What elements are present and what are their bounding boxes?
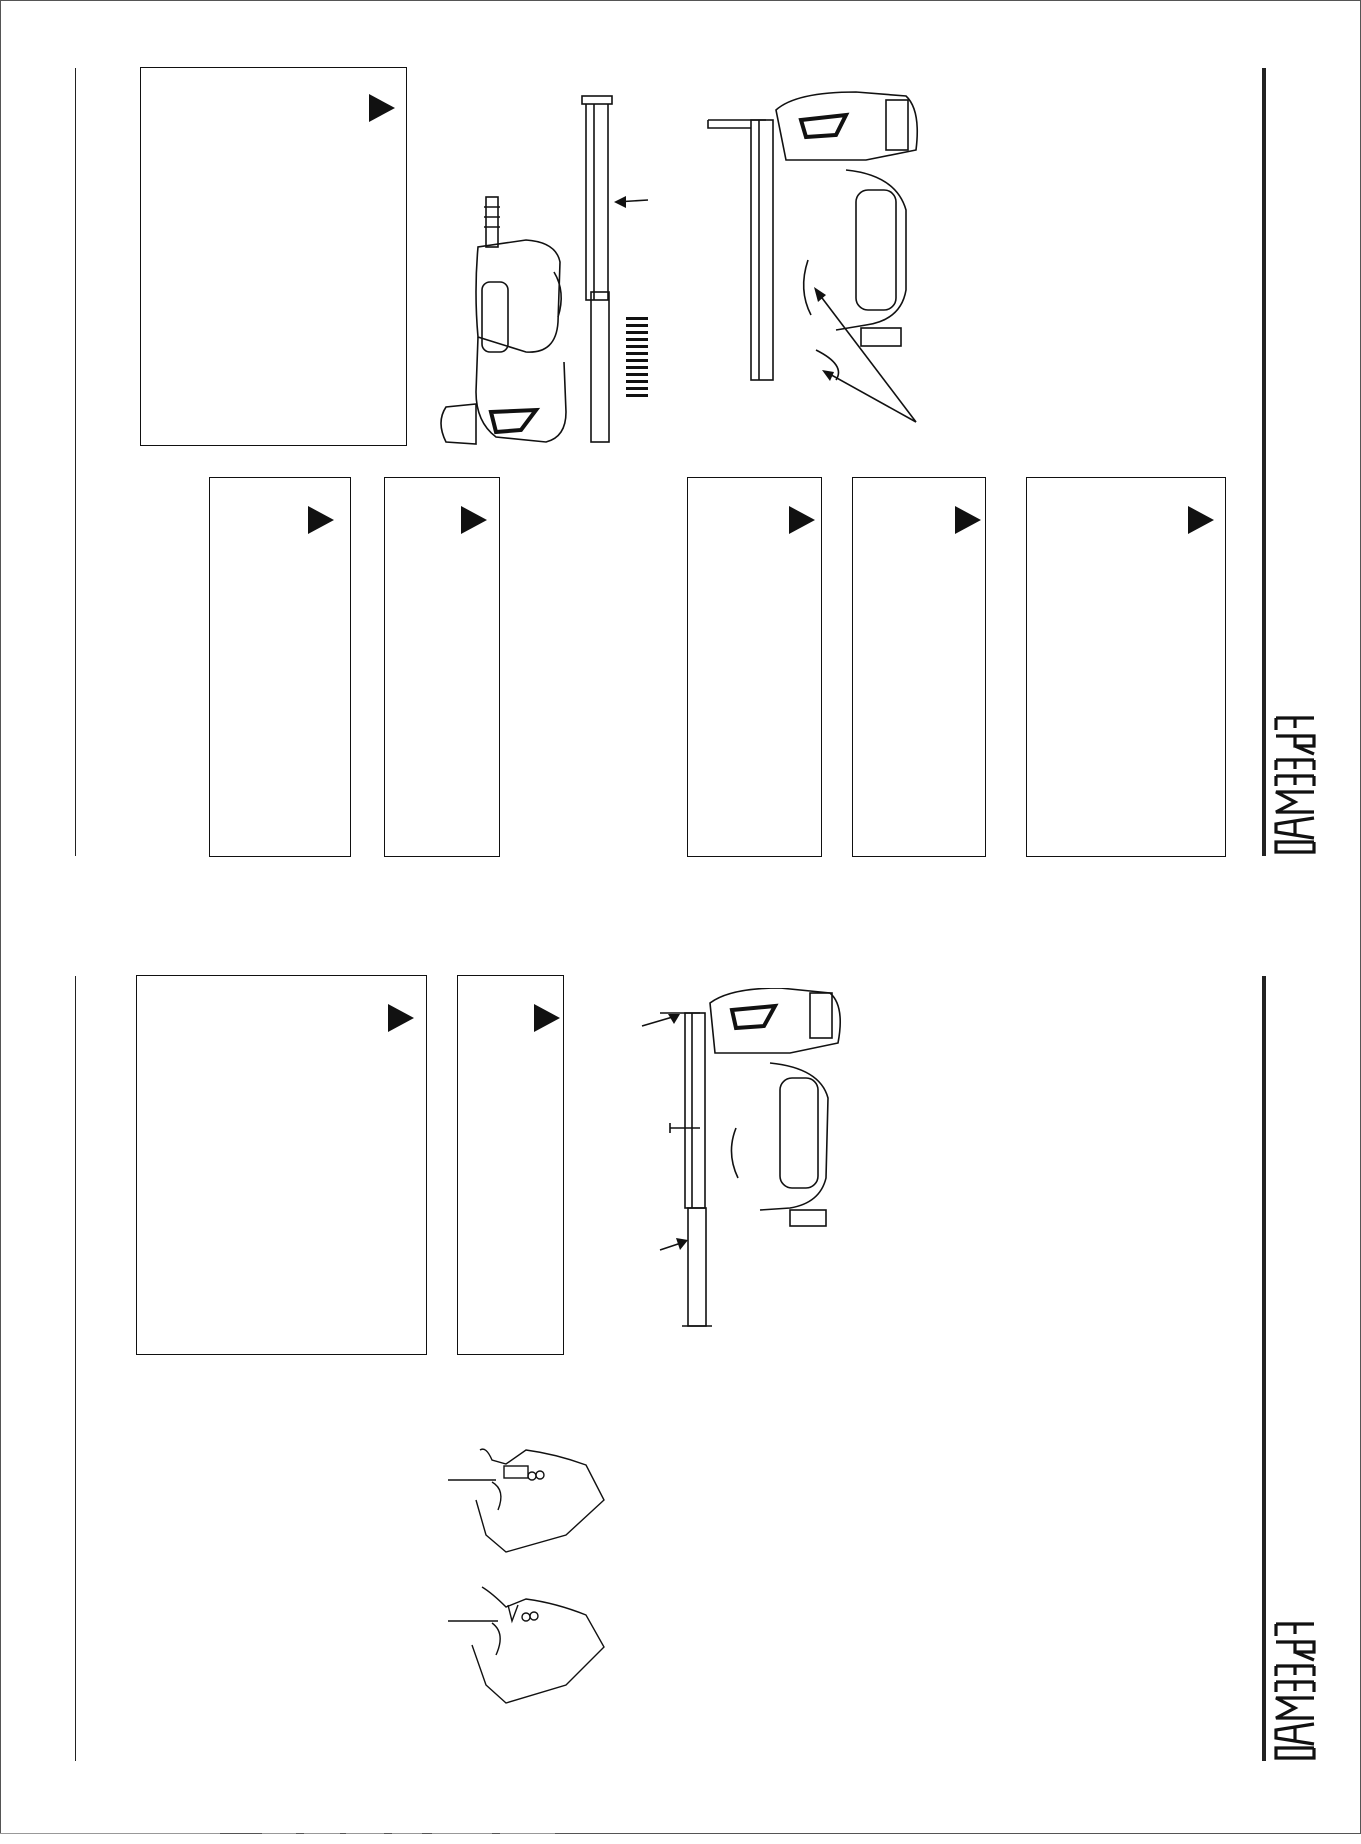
play-triangle-icon: [955, 506, 981, 534]
freeman-logo: [1272, 714, 1318, 856]
nailer-illustration-closed: [706, 90, 966, 430]
play-triangle-icon: [461, 506, 487, 534]
instruction-box-2: [384, 477, 500, 857]
instruction-box-large: [140, 67, 407, 446]
upper-left-margin-line: [75, 68, 76, 856]
brand-name: [1072, 514, 1073, 515]
instruction-box-1: [209, 477, 351, 857]
instruction-box-3: [687, 477, 822, 857]
play-triangle-icon: [308, 506, 334, 534]
latch-detail-open: [446, 1585, 612, 1707]
instruction-box-4: [852, 477, 986, 857]
footer-print-marks: [0, 1826, 1361, 1834]
lower-right-border-bar: [1262, 976, 1266, 1761]
instruction-box-lower-small: [457, 975, 564, 1355]
play-triangle-icon: [1188, 506, 1214, 534]
nailer-illustration-magazine-open: [436, 92, 661, 452]
freeman-logo-lower: [1272, 1620, 1318, 1762]
instruction-box-lower-large: [136, 975, 427, 1355]
play-triangle-icon: [534, 1004, 560, 1032]
brand-name-lower: [1072, 1420, 1073, 1421]
latch-detail-closed: [446, 1440, 612, 1558]
play-triangle-icon: [789, 506, 815, 534]
instruction-box-5: [1026, 477, 1226, 857]
upper-right-border-bar: [1262, 68, 1266, 856]
lower-left-margin-line: [75, 976, 76, 1761]
nailer-illustration-loading: [640, 988, 860, 1343]
play-triangle-icon: [388, 1004, 414, 1032]
play-triangle-icon: [369, 94, 395, 122]
